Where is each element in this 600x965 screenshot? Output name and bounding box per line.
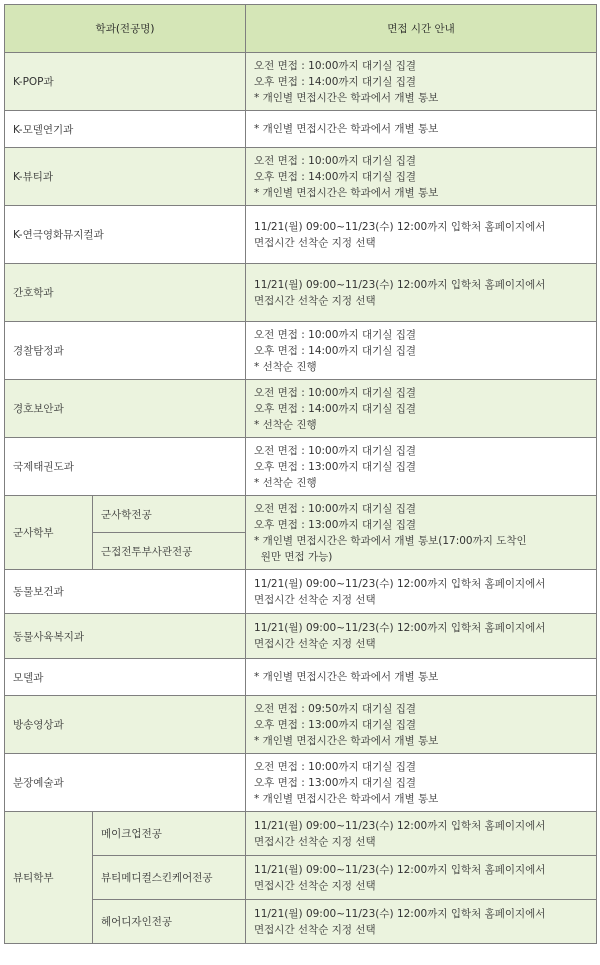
department-name: 경찰탐정과	[5, 322, 246, 380]
info-line: 오후 면접 : 14:00까지 대기실 집결	[254, 75, 417, 88]
info-line: 11/21(월) 09:00~11/23(수) 12:00까지 입학처 홈페이지에서	[254, 819, 546, 832]
info-line: 면접시간 선착순 지정 선택	[254, 835, 376, 848]
table-row	[5, 438, 597, 496]
info-line: 11/21(월) 09:00~11/23(수) 12:00까지 입학처 홈페이지에서	[254, 863, 546, 876]
info-line: 오후 면접 : 13:00까지 대기실 집결	[254, 776, 417, 789]
interview-info-cell	[246, 659, 597, 696]
department-name: 동물보건과	[5, 570, 246, 614]
table-row	[5, 148, 597, 206]
table-row	[5, 812, 597, 856]
interview-info-cell	[246, 900, 597, 944]
table-row	[5, 570, 597, 614]
info-line: 오후 면접 : 14:00까지 대기실 집결	[254, 402, 417, 415]
info-line: 면접시간 선착순 지정 선택	[254, 638, 376, 650]
department-name: 뷰티학부	[5, 812, 93, 944]
info-line: * 개인별 면접시간은 학과에서 개별 통보	[254, 671, 439, 683]
info-line: * 개인별 면접시간은 학과에서 개별 통보	[254, 123, 439, 135]
info-line: 오전 면접 : 09:50까지 대기실 집결	[254, 702, 417, 715]
info-line: 오전 면접 : 10:00까지 대기실 집결	[254, 444, 417, 457]
info-line: 면접시간 선착순 지정 선택	[254, 593, 376, 606]
table-row	[5, 614, 597, 659]
info-line: 11/21(월) 09:00~11/23(수) 12:00까지 입학처 홈페이지에서	[254, 220, 546, 233]
department-name: K-연극영화뮤지컬과	[5, 206, 246, 264]
info-line: 오전 면접 : 10:00까지 대기실 집결	[254, 328, 417, 341]
info-line: * 선착순 진행	[254, 360, 317, 373]
table-row	[5, 53, 597, 111]
table-row	[5, 111, 597, 148]
info-line: 오전 면접 : 10:00까지 대기실 집결	[254, 502, 417, 515]
table-row	[5, 496, 597, 533]
table-row	[5, 322, 597, 380]
table-row	[5, 380, 597, 438]
table-row	[5, 264, 597, 322]
major-name: 군사학전공	[93, 496, 246, 533]
info-line: 오후 면접 : 13:00까지 대기실 집결	[254, 718, 417, 731]
major-name: 헤어디자인전공	[93, 900, 246, 944]
table-body	[5, 53, 597, 944]
table-row	[5, 754, 597, 812]
header-dept: 학과(전공명)	[5, 5, 246, 53]
interview-info-cell	[246, 570, 597, 614]
interview-info-cell	[246, 206, 597, 264]
info-line: * 선착순 진행	[254, 476, 317, 489]
table-row	[5, 659, 597, 696]
info-line: 오전 면접 : 10:00까지 대기실 집결	[254, 154, 417, 167]
info-line: 11/21(월) 09:00~11/23(수) 12:00까지 입학처 홈페이지에서	[254, 622, 546, 634]
department-name: 군사학부	[5, 496, 93, 570]
info-line: * 선착순 진행	[254, 418, 317, 431]
interview-info-cell	[246, 812, 597, 856]
department-name: 경호보안과	[5, 380, 246, 438]
interview-info-cell	[246, 148, 597, 206]
interview-info-cell	[246, 322, 597, 380]
info-line: 면접시간 선착순 지정 선택	[254, 923, 376, 936]
department-name: 모델과	[5, 659, 246, 696]
table-row	[5, 696, 597, 754]
info-line: 오후 면접 : 14:00까지 대기실 집결	[254, 344, 417, 357]
major-name: 메이크업전공	[93, 812, 246, 856]
header-row	[5, 5, 597, 53]
table-row	[5, 856, 597, 900]
interview-info-cell	[246, 111, 597, 148]
interview-info-cell	[246, 696, 597, 754]
department-name: K-모델연기과	[5, 111, 246, 148]
info-line: 오후 면접 : 13:00까지 대기실 집결	[254, 518, 417, 531]
info-line: 오전 면접 : 10:00까지 대기실 집결	[254, 59, 417, 72]
info-line: 오전 면접 : 10:00까지 대기실 집결	[254, 760, 417, 773]
department-name: K-뷰티과	[5, 148, 246, 206]
department-name: 국제태권도과	[5, 438, 246, 496]
interview-info-cell	[246, 496, 597, 570]
department-name: 동물사육복지과	[5, 614, 246, 659]
department-name: 분장예술과	[5, 754, 246, 812]
interview-info-cell	[246, 53, 597, 111]
info-line: 11/21(월) 09:00~11/23(수) 12:00까지 입학처 홈페이지에서	[254, 577, 546, 590]
info-line: 11/21(월) 09:00~11/23(수) 12:00까지 입학처 홈페이지에서	[254, 278, 546, 291]
table-row	[5, 206, 597, 264]
info-line: 오후 면접 : 13:00까지 대기실 집결	[254, 460, 417, 473]
info-line: * 개인별 면접시간은 학과에서 개별 통보	[254, 734, 439, 747]
info-line: 면접시간 선착순 지정 선택	[254, 294, 376, 307]
info-line: * 개인별 면접시간은 학과에서 개별 통보	[254, 792, 439, 805]
info-line: 11/21(월) 09:00~11/23(수) 12:00까지 입학처 홈페이지에서	[254, 907, 546, 920]
info-line: * 개인별 면접시간은 학과에서 개별 통보	[254, 91, 439, 104]
info-line: 오전 면접 : 10:00까지 대기실 집결	[254, 386, 417, 399]
interview-info-cell	[246, 614, 597, 659]
department-name: 방송영상과	[5, 696, 246, 754]
interview-schedule-table	[4, 4, 597, 944]
interview-info-cell	[246, 264, 597, 322]
interview-info-cell	[246, 856, 597, 900]
major-name: 뷰티메디컬스킨케어전공	[93, 856, 246, 900]
header-info: 면접 시간 안내	[246, 5, 597, 53]
info-line: * 개인별 면접시간은 학과에서 개별 통보	[254, 186, 439, 199]
interview-info-cell	[246, 438, 597, 496]
info-line: * 개인별 면접시간은 학과에서 개별 통보(17:00까지 도착인	[254, 534, 527, 547]
info-line: 면접시간 선착순 지정 선택	[254, 879, 376, 892]
info-line: 오후 면접 : 14:00까지 대기실 집결	[254, 170, 417, 183]
interview-info-cell	[246, 380, 597, 438]
info-line: 면접시간 선착순 지정 선택	[254, 236, 376, 249]
interview-info-cell	[246, 754, 597, 812]
table-row	[5, 900, 597, 944]
department-name: 간호학과	[5, 264, 246, 322]
department-name: K-POP과	[5, 53, 246, 111]
info-line: 원만 면접 가능)	[254, 550, 333, 563]
major-name: 근접전투부사관전공	[93, 533, 246, 570]
